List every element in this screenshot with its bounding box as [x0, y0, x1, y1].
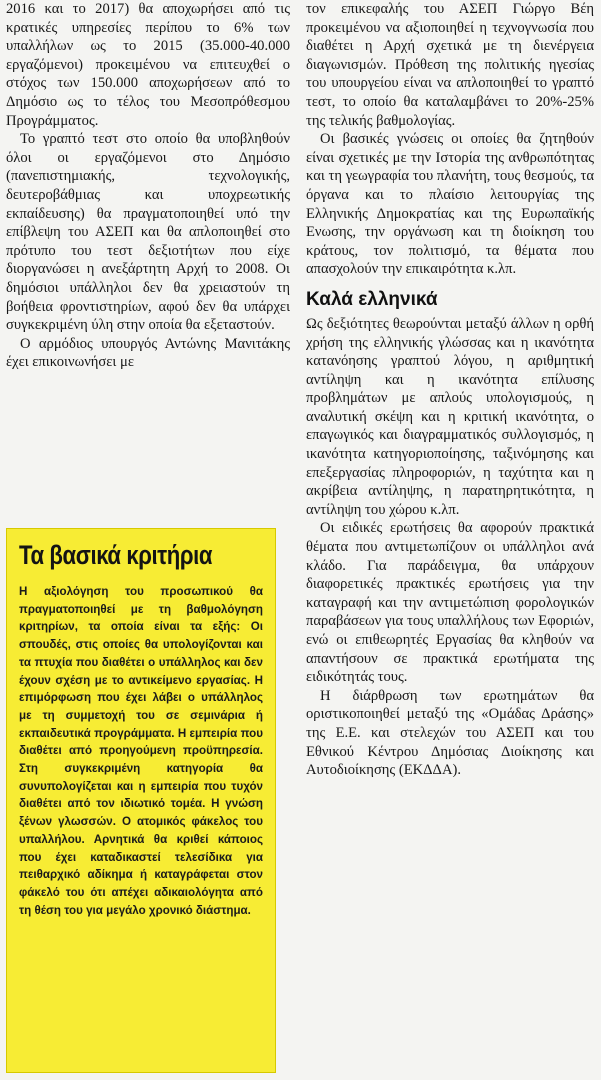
article-paragraph: 2016 και το 2017) θα αποχωρήσει από τις κρατικές υπηρεσίες περίπου το 6% των υπαλλήλων ως το 2015 (35.000-40.000 εργαζόμενοι) προκειμένου να επιτευχθεί ο στόχος των 150.000 αποχωρήσεων από το Δημόσιο ως το τέλος του Μεσοπρόθεσμου Προγράμματος. [6, 1, 290, 129]
sidebar-box-text: Η αξιολόγηση του προσωπικού θα πραγματοποιηθεί με τη βαθμολόγηση κριτηρίων, τα οποία είναι τα εξής: Οι σπουδές, στις οποίες θα υπολογίζονται και τα πτυχία που διαθέτει ο υπάλληλος και δεν έχουν σχέση με το αντικείμενο εργασίας. Η επιμόρφωση που έχει λάβει ο υπάλληλος με τη συμμετοχή του σε σεμινάρια ή εκπαιδευτικά προγράμματα. Η εμπειρία που διαθέτει από προηγούμενη προϋπηρεσία. Στη συγκεκριμένη κατηγορία θα συνυπολογίζεται και η εμπειρία που τυχόν διαθέτει από τον ιδιωτικό τομέα. Η γνώση ξένων γλωσσών. Ο ατομικός φάκελος του υπαλλήλου. Αρνητικά θα κριθεί κάποιος που έχει καταδικαστεί τελεσίδικα για πειθαρχικό αδίκημα ή καταγράφεται στον φάκελό του ότι απέχει αδικαιολόγητα από τη θέση του για μεγάλο χρονικό διάστημα. [19, 585, 263, 917]
article-paragraph: Οι βασικές γνώσεις οι οποίες θα ζητηθούν είναι σχετικές με την Ιστορία της ανθρωπότητας και τη γεωγραφία του πλανήτη, τους θεσμούς, τα όργανα και το πλαίσιο λειτουργίας της Ελληνικής Δημοκρατίας και της Ευρωπαϊκής Ενωσης, την οργάνωση και τη διοίκηση του κράτους, τον πολιτισμό, τα θέματα που απασχολούν την επικαιρότητα κ.λπ. [306, 131, 594, 278]
article-paragraph: Η διάρθρωση των ερωτημάτων θα οριστικοποιηθεί μεταξύ της «Ομάδας Δράσης» της Ε.Ε. και στελεχών του ΑΣΕΠ και του Εθνικού Κέντρου Δημόσιας Διοίκησης και Αυτοδιοίκησης (ΕΚΔΔΑ). [306, 687, 594, 779]
section-heading: Καλά ελληνικά [306, 288, 438, 310]
sidebar-box-title: Τα βασικά κριτήρια [19, 540, 213, 570]
article-paragraph: Οι ειδικές ερωτήσεις θα αφορούν πρακτικά θέματα που αντιμετωπίζουν οι υπάλληλοι ανά κλάδο. Για παράδειγμα, θα υπάρχουν διαφορετικές πρακτικές ερωτήσεις για την καταγραφή και την αντιμετώπιση φορολογικών παραβάσεων για τους υπαλλήλους των Εφοριών, ενώ οι επιθεωρητές Εργασίας θα κληθούν να απαντήσουν σε πρακτικά ερωτήματα της ειδικότητάς τους. [306, 520, 594, 686]
article-paragraph: Ο αρμόδιος υπουργός Αντώνης Μανιτάκης έχει επικοινωνήσει με [6, 335, 290, 371]
article-paragraph: Ως δεξιότητες θεωρούνται μεταξύ άλλων η ορθή χρήση της ελληνικής γλώσσας και η ικανότητα κατανόησης γραπτού λόγου, η αριθμητική αντίληψη και η ικανότητα επίλυσης προβλημάτων με απλούς υπολογισμούς, η αναλυτική σκέψη και η κριτική ικανότητα, ο επαγωγικός και διαγραμματικός συλλογισμός, η ικανότητα κατηγοριοποίησης, ταξινόμησης και επεξεργασίας πληροφοριών, η ταχύτητα και η ακρίβεια αντίληψης, η παρατηρητικότητα, η αντίληψη του χώρου κ.λπ. [306, 315, 594, 518]
article-paragraph: Το γραπτό τεστ στο οποίο θα υποβληθούν όλοι οι εργαζόμενοι στο Δημόσιο (πανεπιστημιακής, τεχνολογικής, δευτεροβάθμιας και υποχρεωτικής εκπαίδευσης) θα πραγματοποιηθεί υπό την επίβλεψη του ΑΣΕΠ και θα απλοποιηθεί στο πρότυπο του τεστ δεξιοτήτων που είχε διοργανώσει η ανεξάρτητη Αρχή το 2008. Οι δημόσιοι υπάλληλοι δεν θα χρειαστούν τη βοήθεια φροντιστηρίων, αφού δεν θα υπάρχει συγκεκριμένη ύλη στην οποία θα εξεταστούν. [6, 131, 290, 334]
right-column [306, 0, 594, 780]
left-column [6, 0, 290, 372]
article-paragraph: τον επικεφαλής του ΑΣΕΠ Γιώργο Βέη προκειμένου να αξιοποιηθεί η τεχνογνωσία που διαθέτει η Αρχή σχετικά με τη διενέργεια διαγωνισμών. Πρόθεση της πολιτικής ηγεσίας του υπουργείου είναι να απλοποιηθεί το γραπτό τεστ, το οποίο θα καταλαμβάνει το 20%-25% της τελικής βαθμολογίας. [306, 1, 594, 129]
sidebar-box-criteria [6, 528, 276, 1073]
